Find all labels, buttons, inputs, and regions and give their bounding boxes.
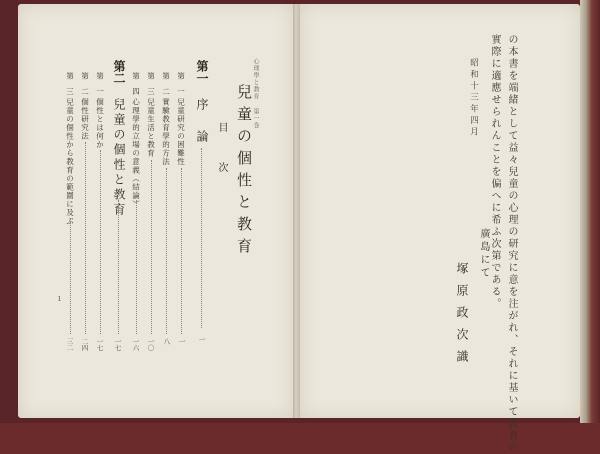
book-title: 兒童の個性と教育 xyxy=(235,84,253,260)
toc-section-number: 第三 xyxy=(146,72,156,103)
toc-section-title: 兒童の個性から教育の範圍に及ぶ xyxy=(65,98,75,226)
preface-line-1: の本書を端緒として益々兒童の心理の研究に意を注がれ、それに基いて教育の xyxy=(506,34,517,454)
toc-section-number: 第一 xyxy=(95,72,105,103)
toc-section-title: 個性とは何か xyxy=(95,98,105,149)
toc-section-number: 第一 xyxy=(176,72,186,103)
toc-leader xyxy=(118,200,119,334)
toc-page-number: 一 xyxy=(197,336,206,343)
toc-leader xyxy=(70,218,71,334)
toc-page-number: 二四 xyxy=(80,338,89,351)
preface-line-2: 實際に適應せられんことを偏へに希ふ次第である。 xyxy=(489,34,500,310)
toc-leader xyxy=(181,168,182,334)
toc-part-title: 序論 xyxy=(195,98,209,162)
series-title: 心理學と教育 第一巻 xyxy=(252,58,259,129)
toc-section-number: 第四 xyxy=(131,72,141,103)
toc-page-number: 一七 xyxy=(95,338,104,351)
toc-leader xyxy=(151,160,152,334)
toc-part-title: 兒童の個性と教育 xyxy=(112,98,126,218)
book-edge xyxy=(580,0,600,423)
toc-leader xyxy=(100,150,101,334)
toc-leader xyxy=(166,168,167,334)
toc-section-title: 個性研究法 xyxy=(80,98,90,141)
toc-page-number: 一六 xyxy=(131,338,140,351)
toc-section-title: 心理學的立場の意義（結論） xyxy=(131,98,141,209)
toc-page-number: 一 xyxy=(177,338,186,345)
preface-author: 塚原政次識 xyxy=(455,262,469,372)
right-page xyxy=(300,4,580,418)
toc-leader xyxy=(85,142,86,334)
toc-page-number: 一七 xyxy=(113,338,122,351)
toc-section-title: 實驗教育學的方法 xyxy=(161,98,171,166)
book-gutter xyxy=(293,4,300,418)
toc-leader xyxy=(201,148,202,328)
toc-section-title: 兒童生活と教育 xyxy=(146,98,156,158)
toc-section-number: 第二 xyxy=(161,72,171,103)
preface-date: 昭和十三年四月 xyxy=(468,58,479,139)
page-mark: ı xyxy=(58,294,61,304)
toc-section-number: 第二 xyxy=(80,72,90,103)
toc-heading: 目次 xyxy=(216,122,227,202)
toc-page-number: 一〇 xyxy=(146,338,155,351)
toc-section-title: 兒童研究の困難性 xyxy=(176,98,186,166)
toc-section-number: 第三 xyxy=(65,72,75,103)
toc-page-number: 八 xyxy=(162,338,171,345)
preface-place: 廣島にて xyxy=(478,228,489,280)
toc-leader xyxy=(136,200,137,334)
toc-part-number: 第二 xyxy=(112,60,126,84)
toc-part-number: 第一 xyxy=(195,60,209,84)
toc-page-number: 三二 xyxy=(65,338,74,351)
